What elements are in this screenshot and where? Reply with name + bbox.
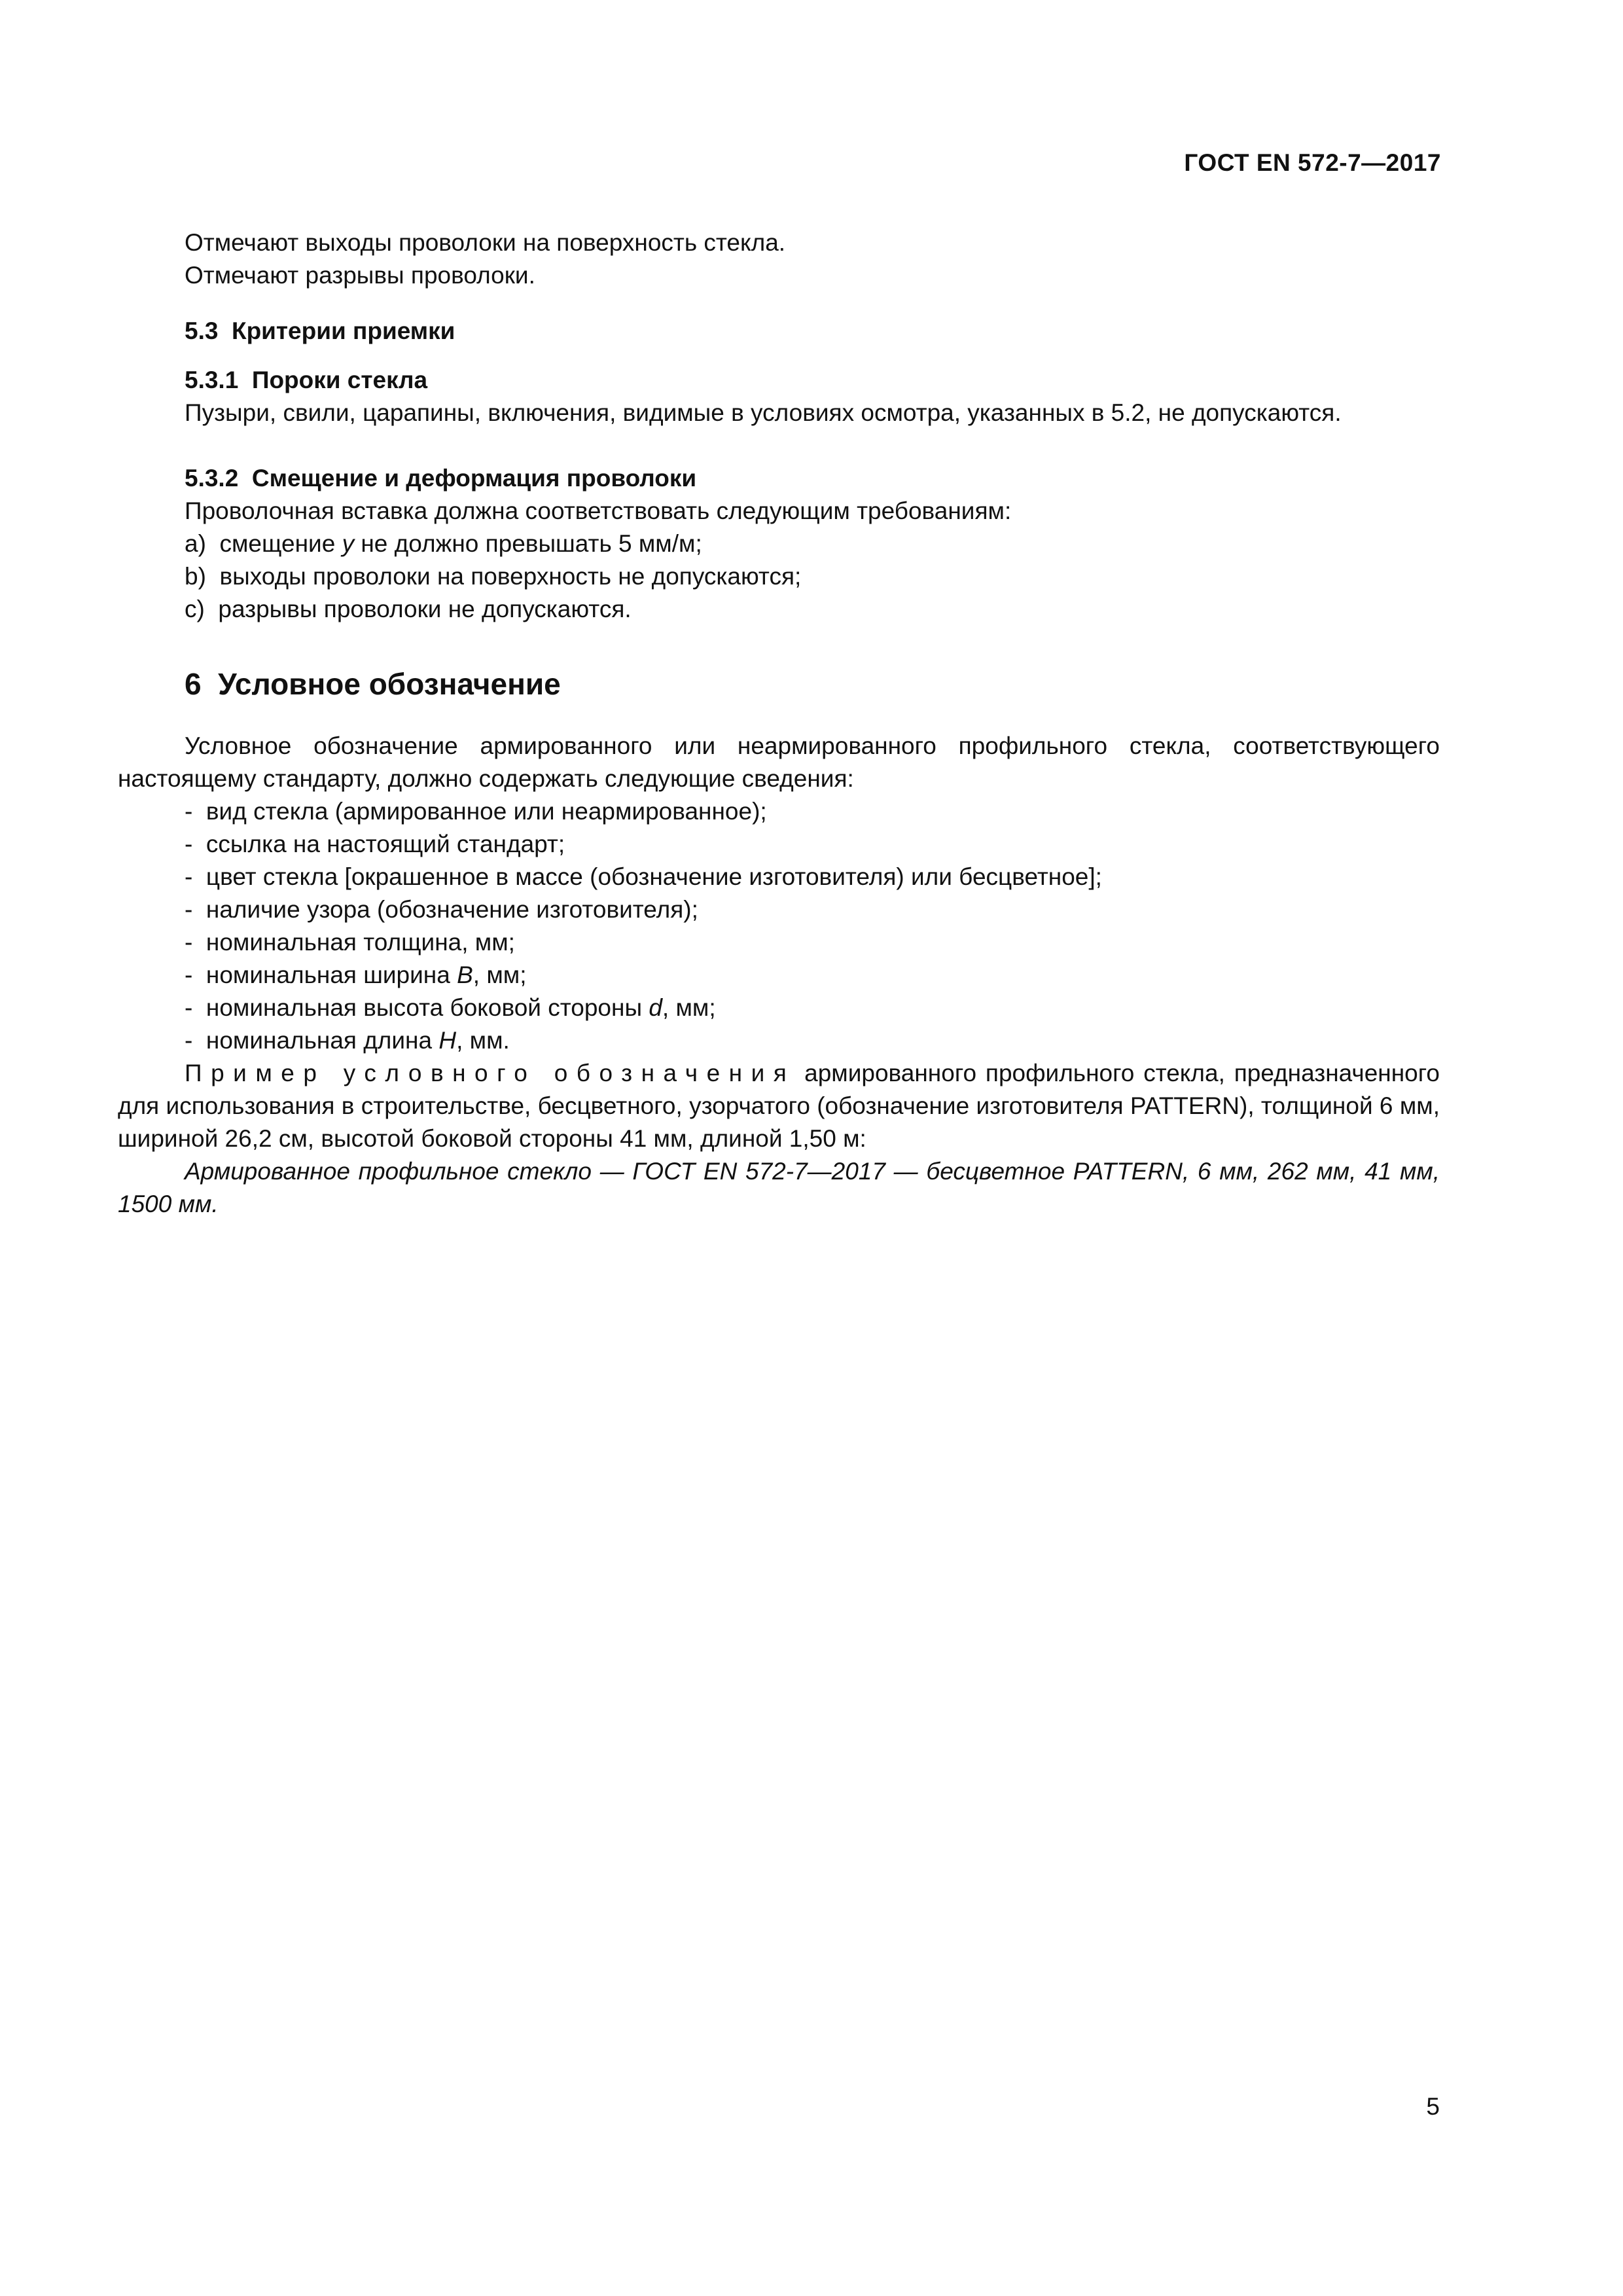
paragraph: Отмечают выходы проволоки на поверхность стекла. — [185, 229, 786, 256]
list-marker: - — [185, 863, 193, 890]
section-title: Критерии приемки — [232, 317, 455, 344]
list-marker: b) — [185, 563, 206, 590]
paragraph: Проволочная вставка должна соответствовать следующим требованиям: — [185, 497, 1012, 524]
list-marker: - — [185, 831, 193, 857]
section-6 — [118, 666, 1440, 702]
section-number: 6 — [185, 667, 202, 701]
list-marker: - — [185, 896, 193, 923]
list-marker: - — [185, 798, 193, 825]
section-number: 5.3.1 — [185, 367, 239, 393]
example-text: армированного профильного стекла, предназначенного для использования в строительстве, бесцветного, узорчатого (обозначение изготовителя PATTERN), толщиной 6 мм, шириной 26,2 см, высотой боковой стороны 41 мм, длиной 1,50 м: — [118, 1060, 1440, 1152]
section-6-body — [118, 730, 1440, 1221]
section-number: 5.3 — [185, 317, 219, 344]
list-item: c) разрывы проволоки не допускаются. — [185, 596, 632, 622]
list-item: a) смещение y не должно превышать 5 мм/м; — [185, 530, 702, 557]
math-variable: B — [457, 961, 473, 988]
example-paragraph — [118, 1057, 1440, 1155]
list-marker: - — [185, 929, 193, 956]
example-label: Пример условного обозначения — [185, 1060, 796, 1086]
page-number: 5 — [1426, 2093, 1440, 2120]
list-item: - номинальная длина H, мм. — [185, 1027, 510, 1054]
list-item: - ссылка на настоящий стандарт; — [185, 831, 565, 857]
section-heading — [118, 666, 1440, 702]
list-item: - номинальная высота боковой стороны d, мм; — [185, 994, 716, 1021]
section-heading — [118, 462, 1440, 495]
section-number: 5.3.2 — [185, 465, 239, 492]
section-5-3-2 — [118, 462, 1440, 626]
math-variable: d — [649, 994, 662, 1021]
section-heading — [118, 364, 1440, 397]
list-item: - номинальная ширина B, мм; — [185, 961, 527, 988]
math-variable: H — [438, 1027, 457, 1054]
section-heading — [118, 315, 1440, 348]
paragraph: Условное обозначение армированного или неармированного профильного стекла, соответствующего настоящему стандарту, должно содержать следующие сведения: — [118, 732, 1440, 792]
math-variable: y — [342, 530, 355, 557]
section-title: Пороки стекла — [251, 367, 428, 393]
list-marker: - — [185, 994, 193, 1021]
designation-example: Армированное профильное стекло — ГОСТ EN 572-7—2017 — бесцветное PATTERN, 6 мм, 262 мм, 41 мм, 1500 мм. — [118, 1158, 1440, 1217]
list-marker: - — [185, 1027, 193, 1054]
inspection-notes — [118, 226, 1440, 292]
document-code-header: ГОСТ EN 572-7—2017 — [1184, 149, 1441, 176]
section-5-3 — [118, 315, 1440, 348]
paragraph: Отмечают разрывы проволоки. — [185, 262, 535, 289]
list-marker: a) — [185, 530, 206, 557]
section-title: Смещение и деформация проволоки — [251, 465, 697, 492]
list-item: - наличие узора (обозначение изготовителя); — [185, 896, 698, 923]
list-marker: - — [185, 961, 193, 988]
paragraph: Пузыри, свили, царапины, включения, видимые в условиях осмотра, указанных в 5.2, не допускаются. — [185, 399, 1342, 426]
list-item: - номинальная толщина, мм; — [185, 929, 515, 956]
list-item: - вид стекла (армированное или неармированное); — [185, 798, 767, 825]
section-title: Условное обозначение — [218, 667, 561, 701]
list-item: - цвет стекла [окрашенное в массе (обозначение изготовителя) или бесцветное]; — [185, 863, 1102, 890]
list-marker: c) — [185, 596, 205, 622]
section-5-3-1 — [118, 364, 1440, 429]
list-item: b) выходы проволоки на поверхность не допускаются; — [185, 563, 802, 590]
